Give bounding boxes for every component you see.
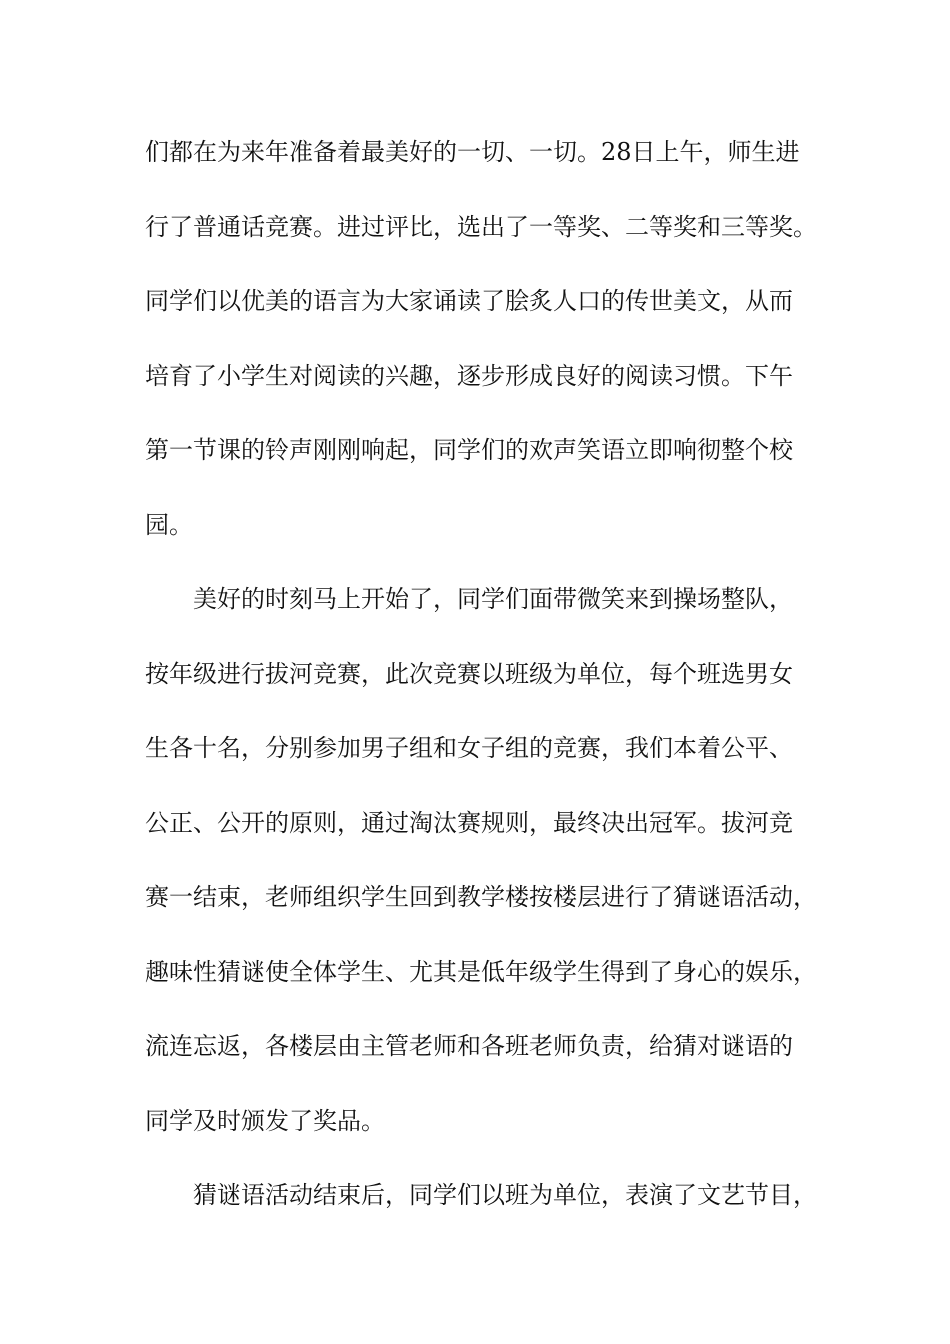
text-line: 按年级进行拔河竞赛，此次竞赛以班级为单位，每个班选男女	[145, 659, 793, 688]
text-line: 第一节课的铃声刚刚响起，同学们的欢声笑语立即响彻整个校	[145, 436, 793, 464]
text-line: 同学及时颁发了奖品。	[145, 1106, 385, 1135]
text-line: 们都在为来年准备着最美好的一切、一切。28日上午，师生进	[145, 138, 800, 166]
text-line: 行了普通话竞赛。进过评比，选出了一等奖、二等奖和三等奖。	[145, 212, 817, 241]
text-line: 同学们以优美的语言为大家诵读了脍炙人口的传世美文，从而	[145, 287, 793, 315]
text-line: 培育了小学生对阅读的兴趣，逐步形成良好的阅读习惯。下午	[145, 361, 793, 390]
paragraph-start-line: 美好的时刻马上开始了，同学们面带微笑来到操场整队，	[193, 585, 793, 613]
body-text	[145, 127, 835, 1245]
text-line: 趣味性猜谜使全体学生、尤其是低年级学生得到了身心的娱乐，	[145, 957, 817, 986]
paragraph-start-line: 猜谜语活动结束后，同学们以班为单位，表演了文艺节目，	[193, 1181, 817, 1209]
text-line: 生各十名，分别参加男子组和女子组的竞赛，我们本着公平、	[145, 734, 793, 762]
text-line: 公正、公开的原则，通过淘汰赛规则，最终决出冠军。拔河竞	[145, 808, 793, 837]
text-line: 园。	[145, 510, 193, 539]
text-line: 赛一结束，老师组织学生回到教学楼按楼层进行了猜谜语活动，	[145, 883, 817, 911]
text-line: 流连忘返，各楼层由主管老师和各班老师负责，给猜对谜语的	[145, 1032, 793, 1060]
